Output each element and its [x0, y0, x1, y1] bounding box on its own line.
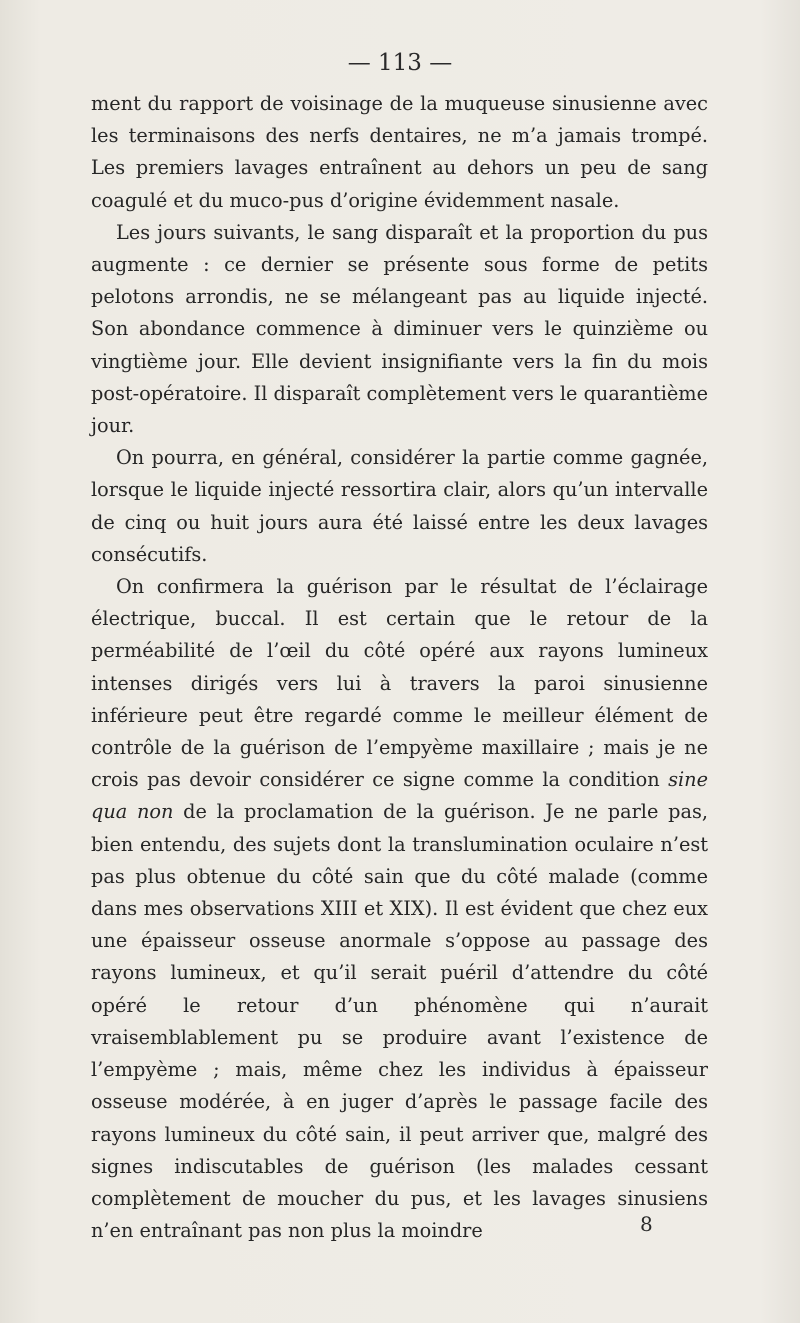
- paragraph: [91, 571, 708, 1247]
- italic-phrase: sine qua non: [91, 768, 708, 824]
- paragraph: ment du rapport de voisinage de la muqueuse sinusienne avec les terminaisons des nerfs dentaires, ne m’a jamais trompé. Les premiers lavages entraînent au dehors un peu de sang coagulé et du muco-pus d’origine évidemment nasale.: [91, 92, 708, 212]
- page-number: — 113 —: [347, 50, 453, 76]
- paragraph-text: de la proclamation de la guérison. Je ne parle pas, bien entendu, des sujets dont la translumination oculaire n’est pas plus obtenue du côté sain que du côté malade (comme dans mes observations XIII et XIX). Il est évident que chez eux une épaisseur osseuse anormale s’oppose au passage des rayons lumineux, et qu’il serait puéril d’attendre du côté opéré le retour d’un phénomène qui n’aurait vraisemblablement pu se produire avant l’existence de l’empyème ; mais, même chez les individus à épaisseur osseuse modérée, à en juger d’après le passage facile des rayons lumineux du côté sain, il peut arriver que, malgré des signes indiscutables de guérison (les malades cessant complètement de moucher du pus, et les lavages sinusiens n’en entraînant pas non plus la moindre: [91, 800, 708, 1243]
- signature-mark: 8: [640, 1212, 653, 1236]
- paragraph-text: On confirmera la guérison par le résultat de l’éclairage électrique, buccal. Il est certain que le retour de la perméabilité de l’œil du côté opéré aux rayons lumineux intenses dirigés vers lui à travers la paroi sinusienne inférieure peut être regardé comme le meilleur élément de contrôle de la guérison de l’empyème maxillaire ; mais je ne crois pas devoir considérer ce signe comme la condition: [91, 575, 708, 792]
- paragraph: Les jours suivants, le sang disparaît et la proportion du pus augmente : ce dernier se présente sous forme de petits pelotons arrondis, ne se mélangeant pas au liquide injecté. Son abondance commence à diminuer vers le quinzième ou vingtième jour. Elle devient insignifiante vers la fin du mois post-opératoire. Il disparaît complètement vers le quarantième jour.: [91, 220, 708, 438]
- paragraph: On pourra, en général, considérer la partie comme gagnée, lorsque le liquide injecté ressortira clair, alors qu’un intervalle de cinq ou huit jours aura été laissé entre les deux lavages consécutifs.: [91, 446, 708, 566]
- body-text: [91, 88, 708, 1247]
